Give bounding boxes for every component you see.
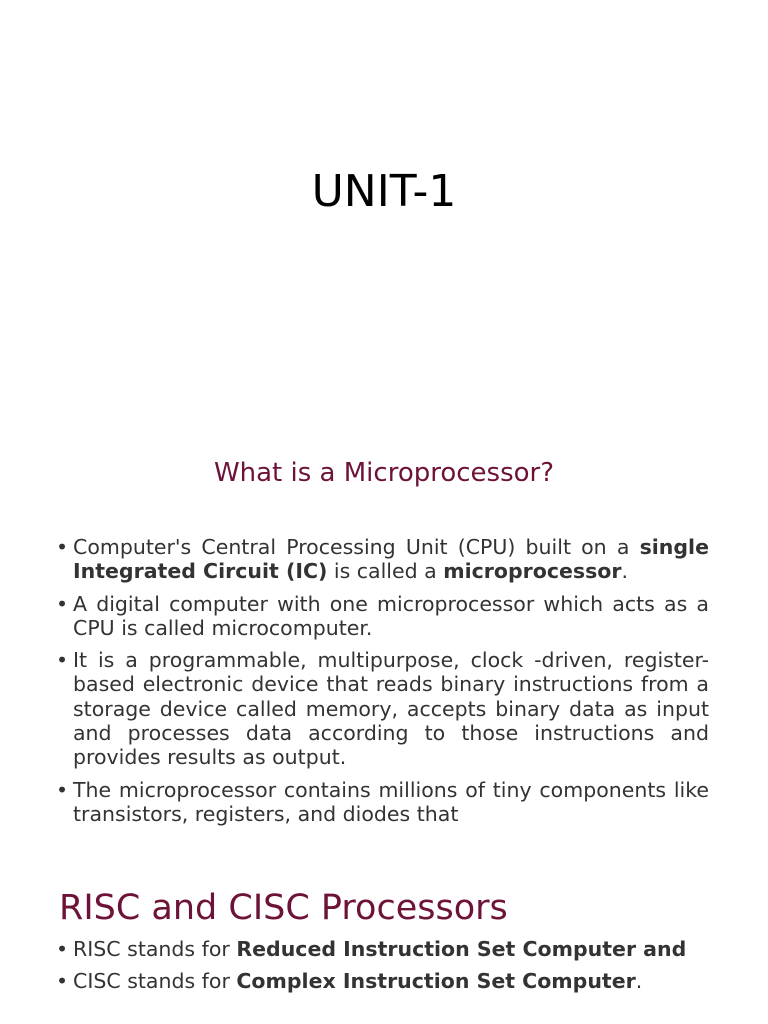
risc-cisc-bullet-list: [56, 937, 709, 1002]
bullet-dot-icon: •: [56, 591, 69, 616]
bullet-text: RISC stands for: [73, 937, 237, 961]
bullet-text: The microprocessor contains millions of tiny components like transistors, registers, and diodes that: [73, 777, 709, 826]
bullet-item: [56, 592, 709, 641]
section-heading: What is a Microprocessor?: [213, 458, 555, 488]
bullet-item: [56, 969, 709, 993]
bullet-text: A digital computer with one microprocessor which acts as a CPU is called microcomputer.: [73, 591, 709, 640]
bullet-text: It is a programmable, multipurpose, clock -driven, register-based electronic device that reads binary instructions from a storage device called memory, accepts binary data as input and processes data according to those instructions and provides results as output.: [73, 648, 709, 770]
bullet-text: CISC stands for: [73, 969, 237, 994]
bullet-dot-icon: •: [56, 648, 69, 673]
bullet-dot-icon: •: [56, 535, 69, 559]
bullet-bold-text: single Integrated Circuit (IC): [73, 535, 709, 584]
risc-cisc-heading: RISC and CISC Processors: [59, 888, 508, 928]
bullet-item: [56, 778, 709, 827]
bullet-item: [56, 535, 709, 584]
bullet-dot-icon: •: [56, 937, 69, 961]
bullet-dot-icon: •: [56, 969, 69, 994]
bullet-bold-text: Complex Instruction Set Computer: [236, 969, 636, 994]
bullet-bold-text: microprocessor: [443, 559, 622, 584]
bullet-item: [56, 937, 709, 961]
bullet-bold-text: Reduced Instruction Set Computer and: [236, 937, 687, 961]
bullet-text: Computer's Central Processing Unit (CPU) built on a: [73, 535, 640, 559]
bullet-text: .: [621, 559, 629, 584]
bullet-dot-icon: •: [56, 777, 69, 802]
microprocessor-bullet-list: [56, 535, 709, 862]
bullet-text: .: [635, 969, 643, 994]
bullet-item: [56, 648, 709, 769]
bullet-text: is called a: [327, 559, 444, 584]
slide-title: UNIT-1: [311, 166, 457, 217]
